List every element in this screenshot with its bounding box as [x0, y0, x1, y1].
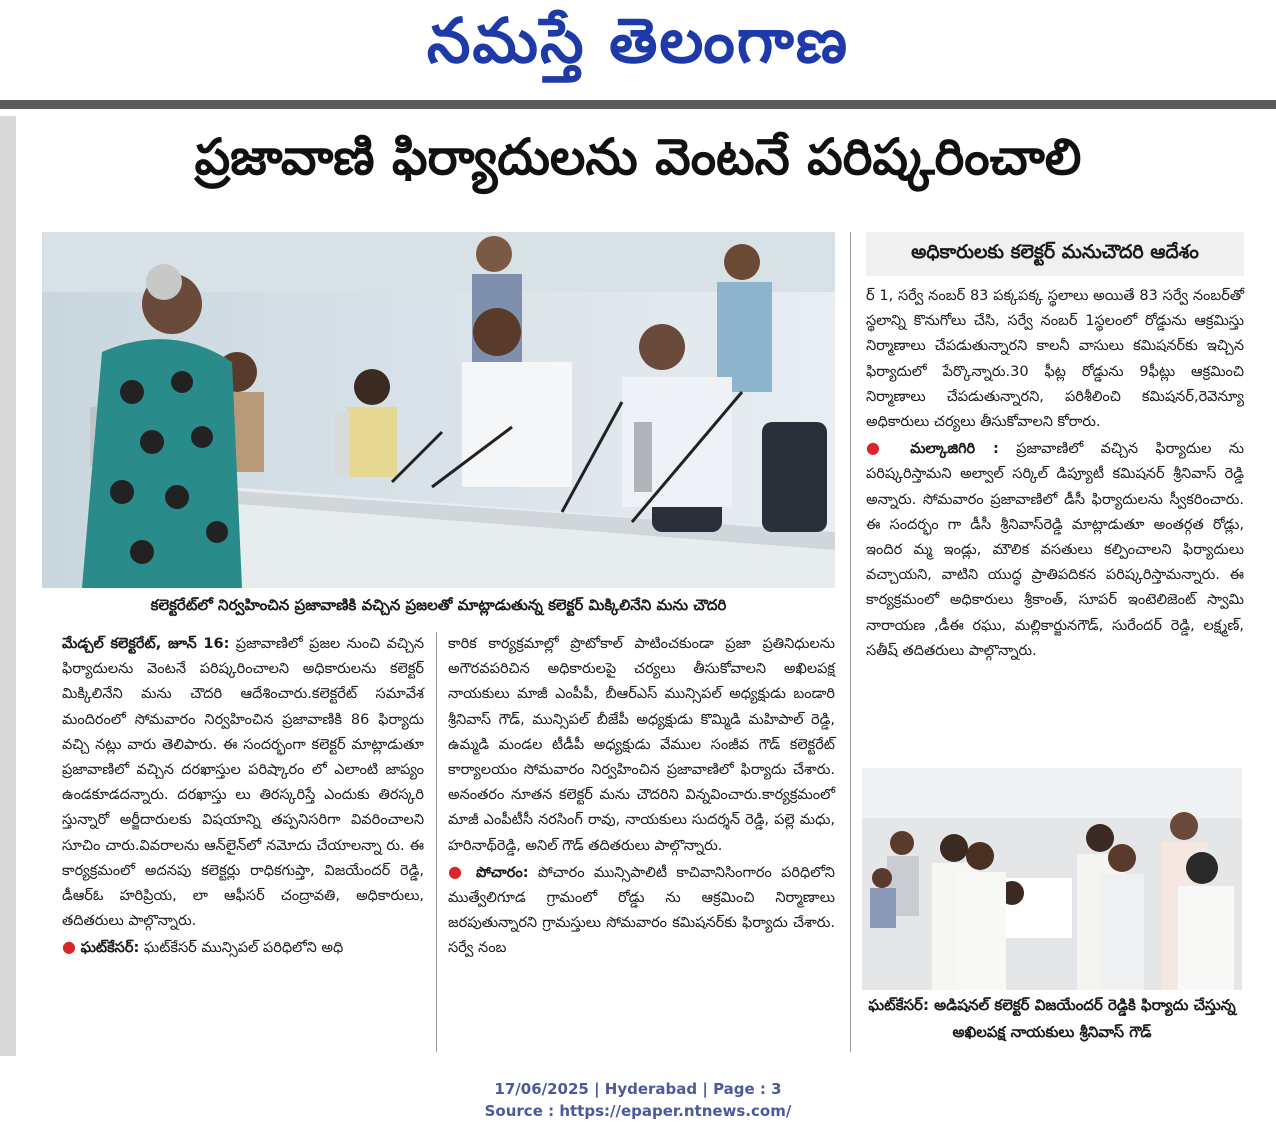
column-2-text: కారిక కార్యక్రమాల్లో ప్రొటోకాల్ పాటించకుండా ప్రజా ప్రతినిధులను అగౌరవపరిచిన అధికారులపై చర్యలు తీసుకోవాలని అఖిలపక్ష నాయకులు మాజీ ఎంపీపీ, బీఆర్‌ఎస్ మున్సిపల్ అధ్యక్షుడు బండారి శ్రీనివాస్ గౌడ్, మున్సిపల్ బీజేపీ అధ్యక్షుడు కొమ్మిడి మహిపాల్ రెడ్డి, ఉమ్మడి మండల టీడీపీ అధ్యక్షుడు వేముల సంజీవ గౌడ్ కలెక్టరేట్ కార్యాలయం సోమవారం నిర్వహించిన ప్రజావాణిలో ఫిర్యాదు చేశారు. అనంతరం నూతన కలెక్టర్ మను చౌదరిని విన్నవించారు.కార్యక్రమంలో మాజీ ఎంపీటీసీ నరసింగ్ రావు, నాయకులు సుదర్శన్ రెడ్డి, పల్లె మధు, హరినాథ్‌రెడ్డి, అనిల్ గౌడ్ తదితరులు పాల్గొన్నారు. — [448, 636, 835, 854]
column-divider-2 — [850, 232, 851, 1052]
article-column-2 — [448, 632, 835, 962]
photo-ghatkesar-complaint — [862, 768, 1242, 990]
sub-label-ghatkesar: ఘట్‌కేసర్: — [80, 940, 140, 957]
footer-source[interactable]: Source : https://epaper.ntnews.com/ — [484, 1102, 792, 1120]
headline: ప్రజావాణి ఫిర్యాదులను వెంటనే పరిష్కరించాలి — [194, 128, 1082, 186]
photo-collector-meeting — [42, 232, 835, 588]
masthead-rule — [0, 100, 1276, 109]
sub-label-pocharam: పోచారం: — [476, 864, 529, 881]
dateline: మేడ్చల్ కలెక్టరేట్, జూన్ 16: — [62, 636, 230, 652]
column-1-subtext: ఘట్‌కేసర్ మున్సిపల్ పరిధిలోని అధి — [139, 940, 344, 957]
footer-date-page: 17/06/2025 | Hyderabad | Page : 3 — [494, 1080, 782, 1098]
column-3-subtext: ప్రజావాణిలో వచ్చిన ఫిర్యాదుల ను పరిష్కరిస్తామని అల్వాల్ సర్కిల్ డిప్యూటీ కమిషనర్ శ్రీనివాస్ రెడ్డి అన్నారు. సోమవారం ప్రజావాణిలో డీసీ ఫిర్యాదులను స్వీకరించారు. ఈ సందర్భం గా డీసీ శ్రీనివాస్‌రెడ్డి మాట్లాడుతూ అంతర్గత రోడ్లు, ఇందిర మ్మ ఇండ్లు, మౌలిక వసతులు కల్పించాలని ఫిర్యాదులు వచ్చాయని, వాటిని యుద్ధ ప్రాతిపదికన పరిష్కరిస్తామన్నారు. ఈ కార్యక్రమంలో అధికారులు శ్రీకాంత్, సూపర్ ఇంటెలిజెంట్ స్వామి నారాయణ ,డీఈ రఘు, మల్లికార్జునగౌడ్, సురేందర్ రెడ్డి, లక్ష్మణ్, సతీష్ తదితరులు పాల్గొన్నారు. — [866, 441, 1244, 659]
red-bullet-icon: ● — [62, 937, 76, 957]
left-page-edge — [0, 116, 16, 1056]
photo-caption-2: ఘట్‌కేసర్: అడిషనల్ కలెక్టర్ విజయేందర్ రెడ్డికి ఫిర్యాదు చేస్తున్న అఖిలపక్ష నాయకులు శ్రీనివాస్ గౌడ్ — [868, 996, 1236, 1041]
article-column-1 — [62, 632, 424, 962]
masthead-title: నమస్తే తెలంగాణ — [426, 4, 850, 77]
subheadline: అధికారులకు కలెక్టర్ మనుచౌదరి ఆదేశం — [866, 232, 1244, 276]
masthead — [0, 0, 1276, 96]
column-divider-1 — [436, 632, 437, 1052]
photo-caption-1: కలెక్టరేట్‌లో నిర్వహించిన ప్రజావాణికి వచ్చిన ప్రజలతో మాట్లాడుతున్న కలెక్టర్ మిక్కిలినేని మను చౌదరి — [150, 596, 727, 614]
column-2-subtext: పోచారం మున్సిపాలిటీ కాచివానిసింగారం పరిధిలోని ముత్వేలిగూడ గ్రామంలో రోడ్డు ను ఆక్రమించి నిర్మాణాలు జరపుతున్నారని గ్రామస్తులు సోమవారం కమిషనర్‌కు ఫిర్యాదు చేశారు. సర్వే నంబ — [448, 864, 835, 957]
sub-label-malkajgiri: మల్కాజిగిరి : — [910, 441, 999, 458]
column-3-text: ర్ 1, సర్వే నంబర్ 83 పక్కపక్క స్థలాలు అయితే 83 సర్వే నంబర్‌తో స్థలాన్ని కొనుగోలు చేసి, సర్వే నంబర్ 1స్థలంలో రోడ్డును ఆక్రమిస్తు నిర్మాణాలు చేపడుతున్నారని కాలనీ వాసులు కమిషనర్‌కు ఇచ్చిన ఫిర్యాదులో పేర్కొన్నారు.30 ఫీట్ల రోడ్డును 9ఫీట్లు ఆక్రమించి నిర్మాణాలు చేపడుతున్నారని, పరిశీలించి కమిషనర్,రెవెన్యూ అధికారులు చర్యలు తీసుకోవాలని కోరారు. — [866, 288, 1244, 431]
footer — [0, 1078, 1276, 1122]
red-bullet-icon: ● — [448, 861, 467, 881]
article-column-3 — [866, 284, 1244, 664]
red-bullet-icon: ● — [866, 438, 893, 458]
column-1-text: ప్రజావాణిలో ప్రజల నుంచి వచ్చిన ఫిర్యాదులను వెంటనే పరిష్కరించాలని అధికారులను కలెక్టర్ మిక్కిలినేని మను చౌదరి ఆదేశించారు.కలెక్టరేట్ సమావేశ మందిరంలో సోమవారం నిర్వహించిన ప్రజావాణికి 86 ఫిర్యాదు వచ్చి నట్లు వారు తెలిపారు. ఈ సందర్భంగా కలెక్టర్ మాట్లాడుతూ ప్రజావాణిలో వచ్చిన దరఖాస్తుల పరిష్కారం లో ఎలాంటి జాప్యం ఉండకూడదన్నారు. దరఖాస్తు లు తిరస్కరిస్తే ఎందుకు తిరస్కరి స్తున్నారో అర్జీదారులకు విషయాన్ని తప్పనిసరిగా వివరించాలని సూచిం చారు.వివరాలను ఆన్‌లైన్‌లో నమోదు చేయాలన్నా రు. ఈ కార్యక్రమంలో అదనపు కలెక్టర్లు రాధికగుప్తా, విజయేందర్ రెడ్డి, డీఆర్‌ఓ హరిప్రియ, లా ఆఫీసర్ చంద్రావతి, అధికారులు, తదితరులు పాల్గొన్నారు. — [62, 636, 425, 930]
